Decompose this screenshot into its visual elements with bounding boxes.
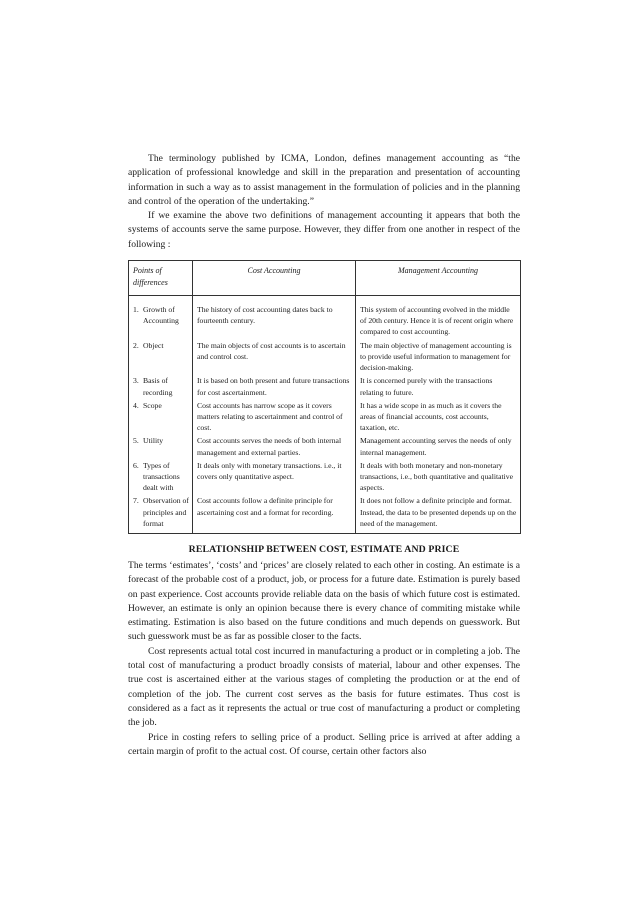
point-cell	[129, 494, 193, 533]
section-paragraph-1: The terms ‘estimates’, ‘costs’ and ‘prices’ are closely related to each other in costing. An estimate is a forecast of the probable cost of a product, job, or process for a future date. Estimation is purely based on past experience. Cost accounts provide reliable data on the basis of which future cost is estimated. However, an estimate is only an opinion because there is every chance of commiting mistake while estimating. Estimation is also based on the future conditions and much depends on guesswork. But such guesswork must be as far as possible closer to the facts.	[128, 559, 520, 643]
section-paragraph-3: Price in costing refers to selling price of a product. Selling price is arrived at after adding a certain margin of profit to the actual cost. Of course, certain other factors also	[128, 731, 520, 757]
point-number: 6.	[133, 460, 139, 470]
point-label: Observation of principles and format	[143, 496, 189, 528]
section-paragraph-2: Cost represents actual total cost incurred in manufacturing a product or in completing a job. The total cost of manufacturing a product broadly consists of material, labour and other expenses. The true cost is ascertained either at the various stages of completing the production or at the end of completion of the job. The current cost serves as the basis for future estimates. Thus cost is considered as a fact as it represents the actual or true cost of manufacturing a product or completing the job.	[128, 645, 520, 729]
management-accounting-cell: It is concerned purely with the transactions relating to future.	[360, 376, 493, 397]
table-row	[129, 399, 521, 435]
cost-accounting-cell: Cost accounts has narrow scope as it covers matters relating to ascertainment and control of cost.	[193, 399, 356, 435]
intro-paragraph-2: If we examine the above two definitions of management accounting it appears that both the systems of accounts serve the same purpose. However, they differ from one another in respect of the following :	[128, 210, 520, 250]
point-label: Types of transactions dealt with	[143, 460, 180, 493]
document-page	[128, 152, 520, 759]
point-number: 2.	[133, 340, 139, 350]
point-number: 7.	[133, 496, 139, 506]
management-accounting-cell: It has a wide scope in as much as it covers the areas of financial accounts, cost accounts, taxation, etc.	[360, 400, 502, 433]
management-accounting-cell: Management accounting serves the needs of only internal management.	[360, 436, 512, 457]
point-label: Growth of Accounting	[143, 305, 179, 326]
management-accounting-cell: It does not follow a definite principle and format. Instead, the data to be presented depends up on the need of the management.	[360, 496, 517, 528]
table-row	[129, 296, 521, 339]
point-label: Scope	[143, 400, 162, 410]
point-cell	[129, 339, 193, 375]
table-row	[129, 459, 521, 495]
comparison-table	[128, 260, 521, 534]
cost-accounting-cell: Cost accounts follow a definite principle for ascertaining cost and a format for recording.	[193, 494, 356, 533]
management-accounting-cell: It deals with both monetary and non-monetary transactions, i.e., both quantitative and qualitative aspects.	[360, 460, 514, 493]
point-cell	[129, 399, 193, 435]
header-points-of-differences: Points of differences	[129, 261, 193, 296]
point-number: 1.	[133, 305, 139, 315]
table-body	[129, 296, 521, 534]
cost-accounting-cell: It is based on both present and future transactions for cost ascertainment.	[193, 374, 356, 398]
point-label: Utility	[143, 436, 164, 446]
cost-accounting-cell: The main objects of cost accounts is to ascertain and control cost.	[193, 339, 356, 375]
header-management-accounting: Management Accounting	[356, 261, 521, 296]
cost-accounting-cell: The history of cost accounting dates back to fourteenth century.	[193, 296, 356, 339]
table-row	[129, 374, 521, 398]
intro-paragraph-1: The terminology published by ICMA, London, defines management accounting as “the application of professional knowledge and skill in the preparation and presentation of accounting information in such a way as to assist management in the formulation of policies and in the planning and control of the operation of the undertaking.”	[128, 153, 520, 207]
table-header-row	[129, 261, 521, 296]
point-cell	[129, 374, 193, 398]
cost-accounting-cell: It deals only with monetary transactions. i.e., it covers only quantitative aspect.	[193, 459, 356, 495]
management-accounting-cell: This system of accounting evolved in the middle of 20th century. Hence it is of recent origin where compared to cost accounting.	[360, 305, 514, 337]
point-number: 4.	[133, 400, 139, 410]
point-number: 3.	[133, 376, 139, 386]
header-cost-accounting: Cost Accounting	[193, 261, 356, 296]
cost-accounting-cell: Cost accounts serves the needs of both internal management and external parties.	[193, 434, 356, 458]
point-label: Basis of recording	[143, 376, 173, 397]
point-cell	[129, 459, 193, 495]
management-accounting-cell: The main objective of management accounting is to provide useful information to management for decision-making.	[360, 340, 512, 373]
table-row	[129, 339, 521, 375]
point-label: Object	[143, 340, 164, 350]
table-row	[129, 494, 521, 533]
section-heading: RELATIONSHIP BETWEEN COST, ESTIMATE AND PRICE	[188, 543, 460, 555]
table-row	[129, 434, 521, 458]
point-cell	[129, 296, 193, 339]
point-cell	[129, 434, 193, 458]
point-number: 5.	[133, 436, 139, 446]
